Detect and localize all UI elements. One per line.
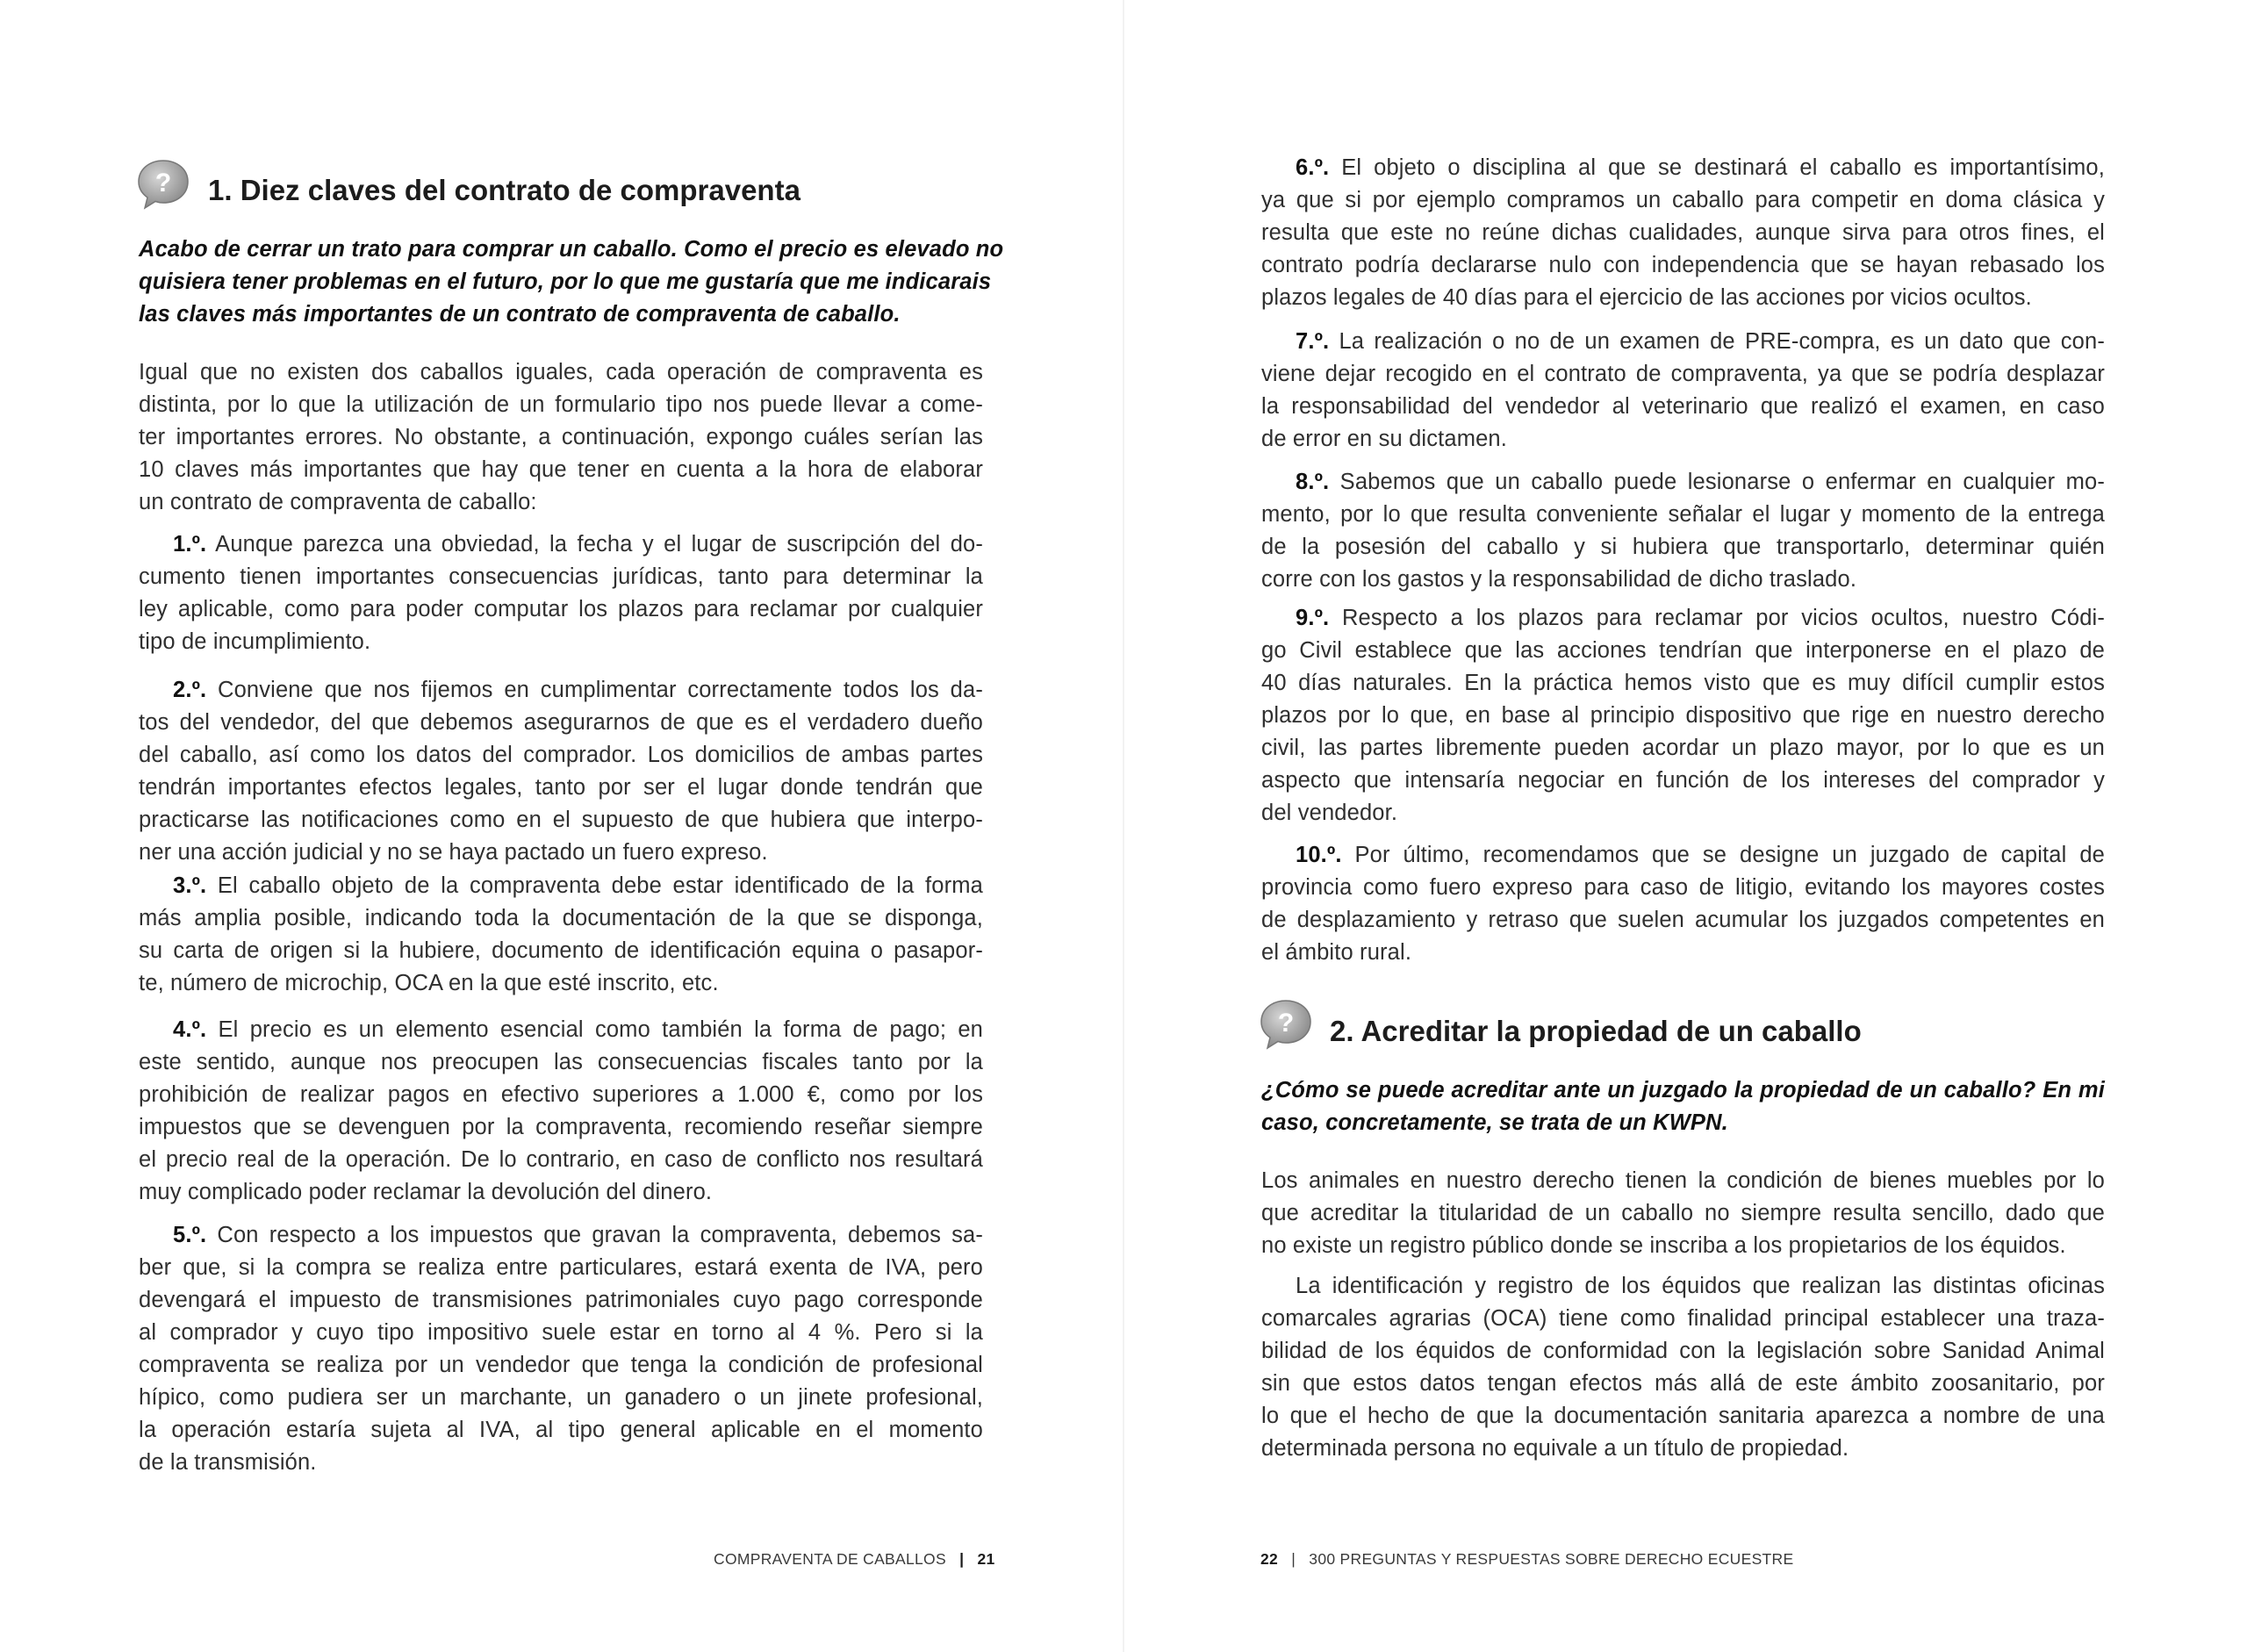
page-number: 21 bbox=[977, 1550, 995, 1568]
answer-line: bilidad de los équidos de conformidad con la legislación sobre Sanidad Animal bbox=[1261, 1339, 2105, 1363]
clause-line: 40 días naturales. En la práctica hemos visto que es muy difícil cumplir estos bbox=[1261, 671, 2105, 695]
clause-line: civil, las partes libremente pueden acordar un plazo mayor, por lo que es un bbox=[1261, 736, 2105, 760]
clause-line: muy complicado poder reclamar la devolución del dinero. bbox=[139, 1180, 713, 1204]
answer-line: determinada persona no equivale a un título de propiedad. bbox=[1261, 1436, 1849, 1461]
question-line: quisiera tener problemas en el futuro, por lo que me gustaría que me indicarais bbox=[139, 269, 992, 294]
clause-line: ber que, si la compra se realiza entre particulares, estará exenta de IVA, pero bbox=[139, 1255, 983, 1280]
clause-line: al comprador y cuyo tipo impositivo suele estar en torno al 4 %. Pero si la bbox=[139, 1320, 983, 1345]
clause-text: Conviene que nos fijemos en cumplimentar correctamente todos los da- bbox=[206, 678, 983, 702]
clause-line: resulta que este no reúne dichas cualidades, aunque sirva para otros fines, el bbox=[1261, 220, 2105, 245]
question-line: Acabo de cerrar un trato para comprar un caballo. Como el precio es elevado no bbox=[139, 237, 1004, 262]
clause-line: prohibición de realizar pagos en efectivo superiores a 1.000 €, como por los bbox=[139, 1082, 983, 1107]
clause-text: Aunque parezca una obviedad, la fecha y el lugar de suscripción del do- bbox=[206, 532, 983, 557]
clause-text: El objeto o disciplina al que se destinará el caballo es importantísimo, bbox=[1329, 155, 2105, 180]
answer-line: La identificación y registro de los équidos que realizan las distintas oficinas bbox=[1296, 1274, 2105, 1298]
clause-line: practicarse las notificaciones como en el supuesto de que hubiera que interpo- bbox=[139, 808, 983, 832]
intro-line: un contrato de compraventa de caballo: bbox=[139, 490, 537, 514]
right-page bbox=[1124, 0, 2247, 1652]
clause-text: El caballo objeto de la compraventa debe estar identificado de la forma bbox=[206, 873, 983, 898]
page-footer bbox=[1260, 1550, 1793, 1569]
clause-line: su carta de origen si la hubiere, documento de identificación equina o pasapor- bbox=[139, 938, 983, 963]
clause-first-line bbox=[1296, 326, 2105, 358]
clause-first-line bbox=[1296, 602, 2105, 635]
clause-number: 1.º. bbox=[173, 532, 207, 557]
clause-number: 7.º. bbox=[1296, 329, 1330, 354]
clause-line: la operación estaría sujeta al IVA, al tipo general aplicable en el momento bbox=[139, 1418, 983, 1442]
clause-line: te, número de microchip, OCA en la que esté inscrito, etc. bbox=[139, 971, 719, 995]
clause-text: Por último, recomendamos que se designe un juzgado de capital de bbox=[1341, 843, 2105, 867]
clause-line: más amplia posible, indicando toda la documentación de la que se disponga, bbox=[139, 906, 983, 930]
intro-line: distinta, por lo que la utilización de un formulario tipo nos puede llevar a come- bbox=[139, 392, 983, 417]
clause-line: del vendedor. bbox=[1261, 801, 1398, 825]
intro-line: Igual que no existen dos caballos iguales, cada operación de compraventa es bbox=[139, 360, 983, 384]
clause-line: ya que si por ejemplo compramos un caballo para competir en doma clásica y bbox=[1261, 188, 2105, 212]
clause-line: devengará el impuesto de transmisiones patrimoniales cuyo pago corresponde bbox=[139, 1288, 983, 1312]
clause-text: Sabemos que un caballo puede lesionarse o enfermar en cualquier mo- bbox=[1329, 470, 2105, 494]
clause-line: el ámbito rural. bbox=[1261, 940, 1412, 965]
clause-number: 3.º. bbox=[173, 873, 207, 898]
clause-number: 5.º. bbox=[173, 1223, 207, 1247]
clause-first-line bbox=[173, 1014, 983, 1046]
clause-line: ley aplicable, como para poder computar los plazos para reclamar por cualquier bbox=[139, 597, 983, 621]
question-line: caso, concretamente, se trata de un KWPN. bbox=[1261, 1110, 1728, 1135]
clause-line: la responsabilidad del vendedor al veterinario que realizó el examen, en caso bbox=[1261, 394, 2105, 419]
clause-line: impuestos que se devenguen por la compraventa, recomiendo reseñar siempre bbox=[139, 1115, 983, 1139]
clause-number: 8.º. bbox=[1296, 470, 1330, 494]
question-line: las claves más importantes de un contrato de compraventa de caballo. bbox=[139, 302, 901, 327]
question-line: ¿Cómo se puede acreditar ante un juzgado la propiedad de un caballo? En mi bbox=[1261, 1078, 2105, 1103]
footer-separator: | bbox=[1291, 1550, 1296, 1568]
clause-first-line bbox=[173, 674, 983, 707]
question-bubble-icon bbox=[136, 158, 190, 211]
clause-first-line bbox=[173, 870, 983, 902]
clause-first-line bbox=[173, 528, 983, 561]
answer-line: que acreditar la titularidad de un caballo no siempre resulta sencillo, dado que bbox=[1261, 1201, 2105, 1225]
clause-line: de error en su dictamen. bbox=[1261, 427, 1507, 451]
footer-title: 300 PREGUNTAS Y RESPUESTAS SOBRE DERECHO ECUESTRE bbox=[1309, 1550, 1794, 1568]
clause-line: tipo de incumplimiento. bbox=[139, 629, 371, 654]
answer-line: comarcales agrarias (OCA) tiene como finalidad principal establecer una traza- bbox=[1261, 1306, 2105, 1331]
clause-line: plazos legales de 40 días para el ejercicio de las acciones por vicios ocultos. bbox=[1261, 285, 2032, 310]
clause-line: de la posesión del caballo y si hubiera que transportarlo, determinar quién bbox=[1261, 535, 2105, 559]
clause-line: cumento tienen importantes consecuencias jurídicas, tanto para determinar la bbox=[139, 564, 983, 589]
clause-text: Respecto a los plazos para reclamar por vicios ocultos, nuestro Códi- bbox=[1329, 606, 2105, 630]
clause-line: del caballo, así como los datos del comprador. Los domicilios de ambas partes bbox=[139, 743, 983, 767]
clause-line: el precio real de la operación. De lo contrario, en caso de conflicto nos resultará bbox=[139, 1147, 983, 1172]
clause-first-line bbox=[173, 1219, 983, 1252]
clause-line: go Civil establece que las acciones tendrían que interponerse en el plazo de bbox=[1261, 638, 2105, 663]
answer-line: lo que el hecho de que la documentación sanitaria aparezca a nombre de una bbox=[1261, 1404, 2105, 1428]
clause-line: ner una acción judicial y no se haya pactado un fuero expreso. bbox=[139, 840, 768, 865]
clause-text: Con respecto a los impuestos que gravan la compraventa, debemos sa- bbox=[206, 1223, 983, 1247]
section-heading: 2. Acreditar la propiedad de un caballo bbox=[1330, 1015, 1862, 1047]
clause-line: tendrán importantes efectos legales, tanto por ser el lugar donde tendrán que bbox=[139, 775, 983, 800]
footer-separator: | bbox=[959, 1550, 965, 1568]
answer-line: no existe un registro público donde se inscriba a los propietarios de los équidos. bbox=[1261, 1233, 2066, 1258]
clause-line: contrato podría declararse nulo con independencia que se hayan rebasado los bbox=[1261, 253, 2105, 277]
clause-number: 9.º. bbox=[1296, 606, 1330, 630]
clause-number: 4.º. bbox=[173, 1017, 207, 1042]
section-heading: 1. Diez claves del contrato de compraventa bbox=[208, 174, 800, 206]
clause-line: de la transmisión. bbox=[139, 1450, 317, 1475]
clause-line: plazos por lo que, en base al principio dispositivo que rige en nuestro derecho bbox=[1261, 703, 2105, 728]
footer-title: COMPRAVENTA DE CABALLOS bbox=[714, 1550, 946, 1568]
clause-first-line bbox=[1296, 839, 2105, 872]
svg-text:?: ? bbox=[1277, 1009, 1295, 1038]
clause-line: provincia como fuero expreso para caso de litigio, evitando los mayores costes bbox=[1261, 875, 2105, 900]
question-bubble-icon bbox=[1259, 998, 1313, 1051]
clause-line: este sentido, aunque nos preocupen las consecuencias fiscales tanto por la bbox=[139, 1050, 983, 1074]
svg-text:?: ? bbox=[154, 169, 172, 198]
page-number: 22 bbox=[1260, 1550, 1279, 1568]
clause-first-line bbox=[1296, 152, 2105, 184]
clause-text: El precio es un elemento esencial como también la forma de pago; en bbox=[206, 1017, 983, 1042]
clause-first-line bbox=[1296, 466, 2105, 499]
clause-line: de desplazamiento y retraso que suelen acumular los juzgados competentes en bbox=[1261, 908, 2105, 932]
clause-number: 10.º. bbox=[1296, 843, 1342, 867]
clause-line: hípico, como pudiera ser un marchante, un ganadero o un jinete profesional, bbox=[139, 1385, 983, 1410]
answer-line: Los animales en nuestro derecho tienen la condición de bienes muebles por lo bbox=[1261, 1168, 2105, 1193]
intro-line: 10 claves más importantes que hay que tener en cuenta a la hora de elaborar bbox=[139, 457, 983, 482]
clause-line: aspecto que intensaría negociar en función de los intereses del comprador y bbox=[1261, 768, 2105, 793]
clause-line: mento, por lo que resulta conveniente señalar el lugar y momento de la entrega bbox=[1261, 502, 2105, 527]
clause-line: compraventa se realiza por un vendedor que tenga la condición de profesional bbox=[139, 1353, 983, 1377]
page-footer bbox=[714, 1550, 995, 1569]
clause-line: tos del vendedor, del que debemos asegurarnos de que es el verdadero dueño bbox=[139, 710, 983, 735]
clause-line: corre con los gastos y la responsabilidad de dicho traslado. bbox=[1261, 567, 1857, 592]
clause-line: viene dejar recogido en el contrato de compraventa, ya que se podría desplazar bbox=[1261, 362, 2105, 386]
clause-number: 2.º. bbox=[173, 678, 207, 702]
clause-text: La realización o no de un examen de PRE-compra, es un dato que con- bbox=[1329, 329, 2105, 354]
clause-number: 6.º. bbox=[1296, 155, 1330, 180]
answer-line: sin que estos datos tengan efectos más allá de este ámbito zoosanitario, por bbox=[1261, 1371, 2105, 1396]
intro-line: ter importantes errores. No obstante, a continuación, expongo cuáles serían las bbox=[139, 425, 983, 449]
